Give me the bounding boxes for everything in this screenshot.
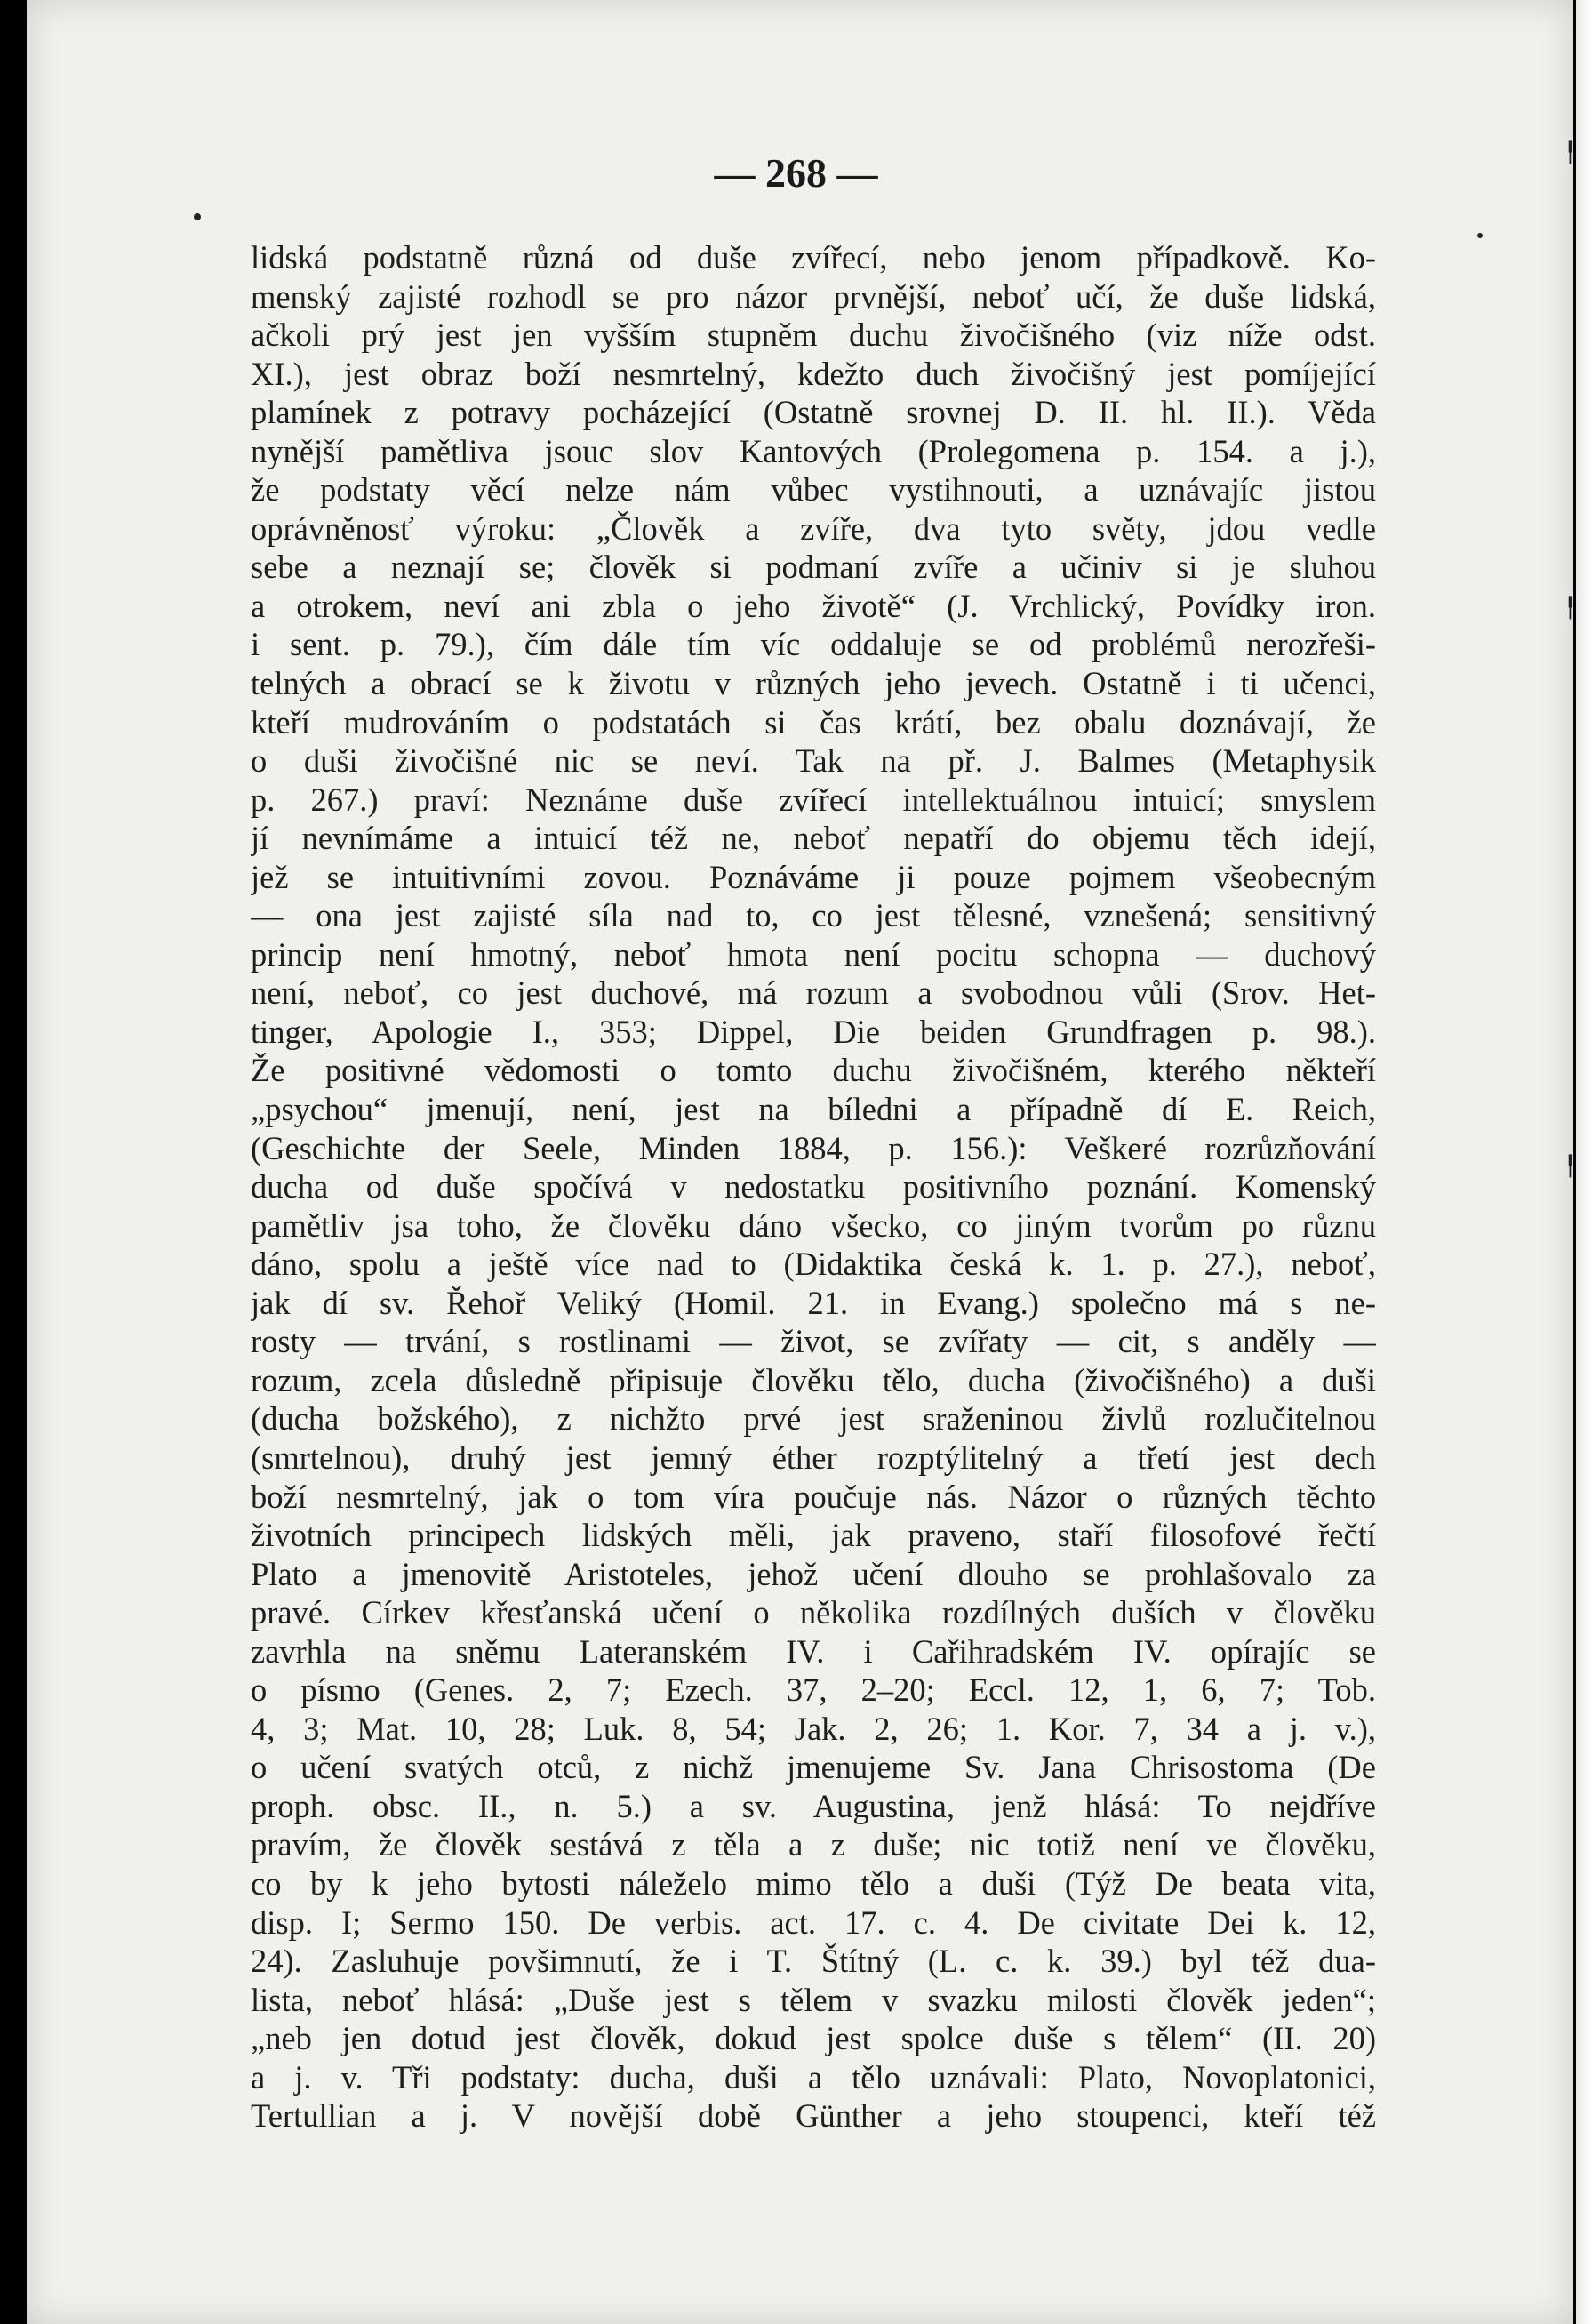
text-line: a otrokem, neví ani zbla o jeho životě“ (J. Vrchlický, Povídky iron. — [251, 587, 1376, 624]
text-line: o duši živočišné nic se neví. Tak na př. J. Balmes (Metaphysik — [251, 742, 1376, 780]
text-line: lista, neboť hlásá: „Duše jest s tělem v svazku milosti člověk jeden“; — [251, 1981, 1376, 2018]
text-line: disp. I; Sermo 150. De verbis. act. 17. c. 4. De civitate Dei k. 12, — [251, 1903, 1376, 1941]
text-line: jak dí sv. Řehoř Veliký (Homil. 21. in Evang.) společno má s ne- — [251, 1284, 1376, 1321]
text-line: a j. v. Tři podstaty: ducha, duši a tělo uznávali: Plato, Novoplatonici, — [251, 2058, 1376, 2096]
edge-mark: ╿ — [1564, 597, 1576, 620]
text-line: o písmo (Genes. 2, 7; Ezech. 37, 2–20; Eccl. 12, 1, 6, 7; Tob. — [251, 1671, 1376, 1709]
text-line: nynější pamětliva jsouc slov Kantových (Prolegomena p. 154. a j.), — [251, 432, 1376, 469]
text-line: zavrhla na sněmu Lateranském IV. i Cařihradském IV. opírajíc se — [251, 1632, 1376, 1670]
text-line: dáno, spolu a ještě více nad to (Didaktika česká k. 1. p. 27.), neboť, — [251, 1246, 1376, 1283]
text-line: ačkoli prý jest jen vyšším stupněm duchu živočišného (viz níže odst. — [251, 317, 1376, 354]
text-line: pamětliv jsa toho, že člověku dáno všecko, co jiným tvorům po různu — [251, 1206, 1376, 1244]
text-line: (Geschichte der Seele, Minden 1884, p. 156.): Veškeré rozrůzňování — [251, 1129, 1376, 1166]
text-line: kteří mudrováním o podstatách si čas krátí, bez obalu doznávají, že — [251, 703, 1376, 741]
text-line: (smrtelnou), druhý jest jemný éther rozptýlitelný a třetí jest dech — [251, 1438, 1376, 1476]
text-line: sebe a neznají se; člověk si podmaní zvíře a učiniv si je sluhou — [251, 549, 1376, 586]
edge-mark: ╿ — [1564, 142, 1576, 164]
text-line: co by k jeho bytosti náleželo mimo tělo a duši (Týž De beata vita, — [251, 1864, 1376, 1902]
text-line: proph. obsc. II., n. 5.) a sv. Augustina, jenž hlásá: To nejdříve — [251, 1787, 1376, 1824]
text-line: ducha od duše spočívá v nedostatku positivního poznání. Komenský — [251, 1168, 1376, 1206]
text-line: pravím, že člověk sestává z těla a z duše; nic totiž není ve člověku, — [251, 1826, 1376, 1863]
text-line: Tertullian a j. V novější době Günther a jeho stoupenci, kteří též — [251, 2097, 1376, 2135]
print-speck — [194, 213, 201, 220]
text-line: o učení svatých otců, z nichž jmenujeme Sv. Jana Chrisostoma (De — [251, 1749, 1376, 1786]
text-line: není, neboť, co jest duchové, má rozum a svobodnou vůli (Srov. Het- — [251, 974, 1376, 1012]
text-line: (ducha božského), z nichžto prvé jest sraženinou živlů rozlučitelnou — [251, 1400, 1376, 1438]
text-line: „neb jen dotud jest člověk, dokud jest spolce duše s tělem“ (II. 20) — [251, 2020, 1376, 2057]
page-number: — 268 — — [714, 150, 878, 196]
text-line: „psychou“ jmenují, není, jest na bíledni a případně dí E. Reich, — [251, 1091, 1376, 1128]
text-line: princip není hmotný, neboť hmota není pocitu schopna — duchový — [251, 935, 1376, 973]
text-line: lidská podstatně různá od duše zvířecí, nebo jenom případkově. Ko- — [251, 239, 1376, 276]
text-line: jí nevnímáme a intuicí též ne, neboť nepatří do objemu těch idejí, — [251, 820, 1376, 857]
text-line: boží nesmrtelný, jak o tom víra poučuje nás. Názor o různých těchto — [251, 1478, 1376, 1515]
text-line: jež se intuitivními zovou. Poznáváme ji pouze pojmem všeobecným — [251, 858, 1376, 895]
text-line: i sent. p. 79.), čím dále tím víc oddaluje se od problémů nerozřeši- — [251, 626, 1376, 663]
text-line: životních principech lidských měli, jak praveno, staří filosofové řečtí — [251, 1517, 1376, 1554]
text-line: oprávněnosť výroku: „Člověk a zvíře, dva tyto světy, jdou vedle — [251, 509, 1376, 547]
text-line: p. 267.) praví: Neznáme duše zvířecí intellektuálnou intuicí; smyslem — [251, 781, 1376, 818]
text-line: tinger, Apologie I., 353; Dippel, Die beiden Grundfragen p. 98.). — [251, 1013, 1376, 1050]
text-line: XI.), jest obraz boží nesmrtelný, kdežto duch živočišný jest pomíjející — [251, 355, 1376, 392]
text-line: Plato a jmenovitě Aristoteles, jehož učení dlouho se prohlašovalo za — [251, 1555, 1376, 1592]
text-line: — ona jest zajisté síla nad to, co jest tělesné, vznešená; sensitivný — [251, 897, 1376, 934]
print-speck — [1477, 233, 1483, 238]
text-line: 24). Zasluhuje povšimnutí, že i T. Štítný (L. c. k. 39.) byl též dua- — [251, 1943, 1376, 1980]
text-line: menský zajisté rozhodl se pro názor prvnější, neboť učí, že duše lidská, — [251, 277, 1376, 315]
body-text — [251, 238, 1376, 2136]
text-line: plamínek z potravy pocházející (Ostatně srovnej D. II. hl. II.). Věda — [251, 394, 1376, 431]
text-line: že podstaty věcí nelze nám vůbec vystihnouti, a uznávajíc jistou — [251, 471, 1376, 509]
text-line: Že positivné vědomosti o tomto duchu živočišném, kterého někteří — [251, 1052, 1376, 1089]
text-line: rozum, zcela důsledně připisuje člověku tělo, ducha (živočišného) a duši — [251, 1361, 1376, 1398]
text-line: pravé. Církev křesťanská učení o několika rozdílných duších v člověku — [251, 1594, 1376, 1631]
text-line: rosty — trvání, s rostlinami — život, se zvířaty — cit, s anděly — — [251, 1323, 1376, 1360]
text-line: telných a obrací se k životu v různých jeho jevech. Ostatně i ti učenci, — [251, 665, 1376, 702]
page-edge — [1576, 0, 1592, 2324]
text-line: 4, 3; Mat. 10, 28; Luk. 8, 54; Jak. 2, 26; 1. Kor. 7, 34 a j. v.), — [251, 1710, 1376, 1747]
edge-mark: ╿ — [1564, 1156, 1576, 1178]
